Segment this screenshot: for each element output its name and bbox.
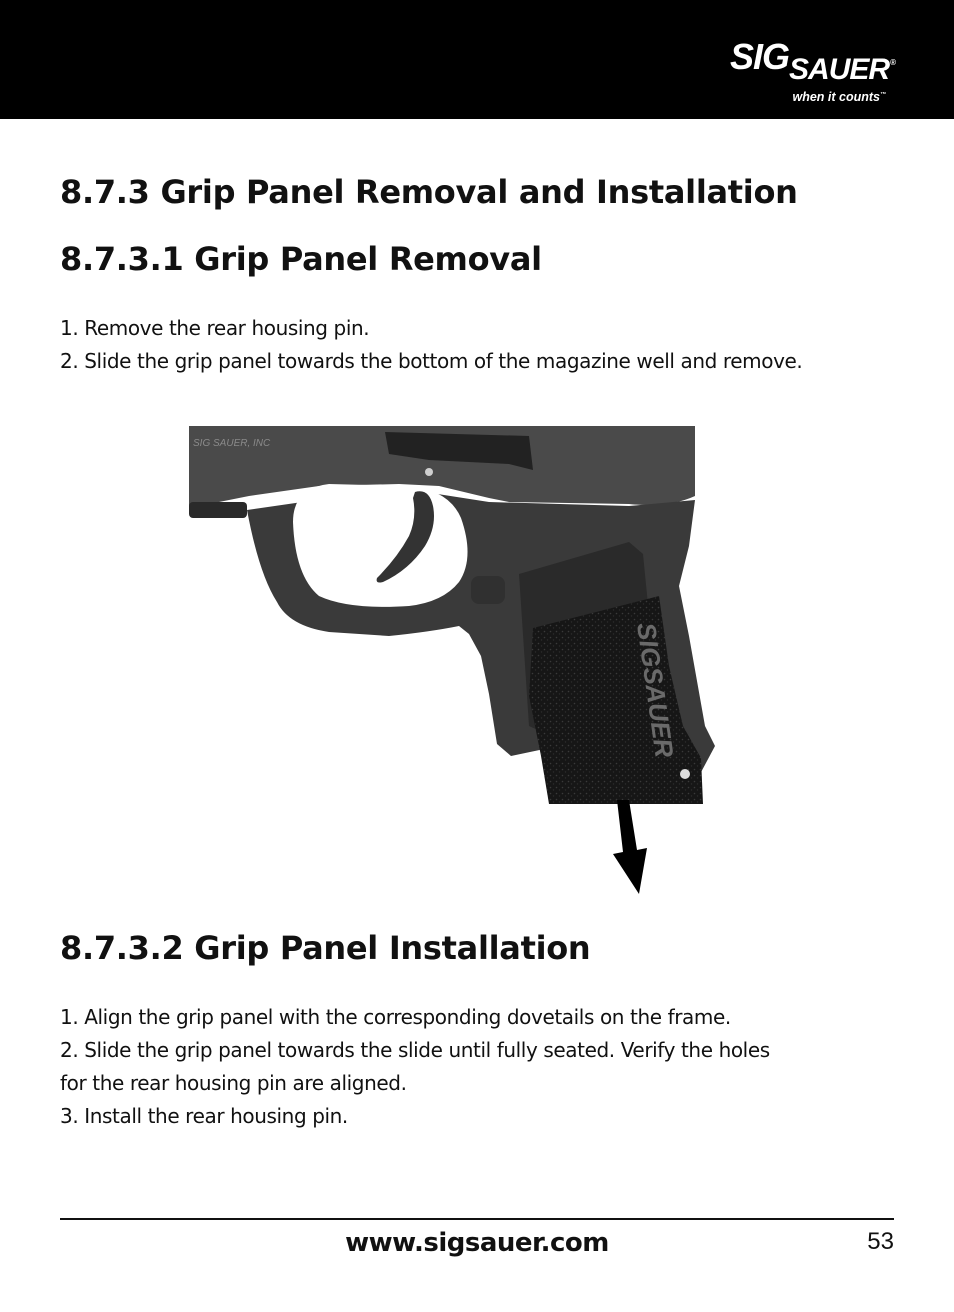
removal-steps	[60, 312, 880, 378]
registered-mark: ®	[890, 58, 895, 67]
section-title: 8.7.3 Grip Panel Removal and Installation	[60, 173, 798, 211]
down-arrow-icon	[613, 800, 647, 894]
slide-rail-detail	[189, 502, 247, 518]
installation-step: for the rear housing pin are aligned.	[60, 1071, 407, 1095]
takedown-pin	[425, 468, 433, 476]
logo-sig: SIG	[730, 36, 790, 77]
rear-housing-pin-hole	[680, 769, 690, 779]
removal-step: 2. Slide the grip panel towards the bottom of the magazine well and remove.	[60, 349, 803, 373]
slide-marking: SIG SAUER, INC	[193, 438, 271, 449]
trademark-mark: ™	[880, 92, 886, 98]
header-bar	[0, 0, 954, 119]
grip-logo-text: SIGSAUER	[631, 620, 680, 760]
installation-step: 1. Align the grip panel with the corresponding dovetails on the frame.	[60, 1005, 731, 1029]
removal-step: 1. Remove the rear housing pin.	[60, 316, 370, 340]
trigger-guard-opening	[293, 484, 468, 607]
sig-sauer-logo	[730, 36, 900, 106]
magazine-release-button	[471, 576, 505, 604]
grip-panel-removal-figure	[189, 426, 719, 901]
installation-step: 2. Slide the grip panel towards the slide until fully seated. Verify the holes	[60, 1038, 770, 1062]
page-number: 53	[867, 1228, 894, 1255]
installation-step: 3. Install the rear housing pin.	[60, 1104, 348, 1128]
tagline-text: when it counts	[792, 90, 880, 104]
removal-heading: 8.7.3.1 Grip Panel Removal	[60, 240, 542, 278]
installation-heading: 8.7.3.2 Grip Panel Installation	[60, 929, 591, 967]
installation-steps	[60, 1001, 880, 1133]
footer-website-link[interactable]: www.sigsauer.com	[345, 1228, 609, 1258]
logo-tagline	[793, 90, 887, 104]
logo-wordmark	[730, 36, 895, 86]
pistol-illustration	[189, 426, 719, 901]
footer-divider	[60, 1218, 894, 1220]
logo-sauer: SAUER	[789, 53, 890, 86]
